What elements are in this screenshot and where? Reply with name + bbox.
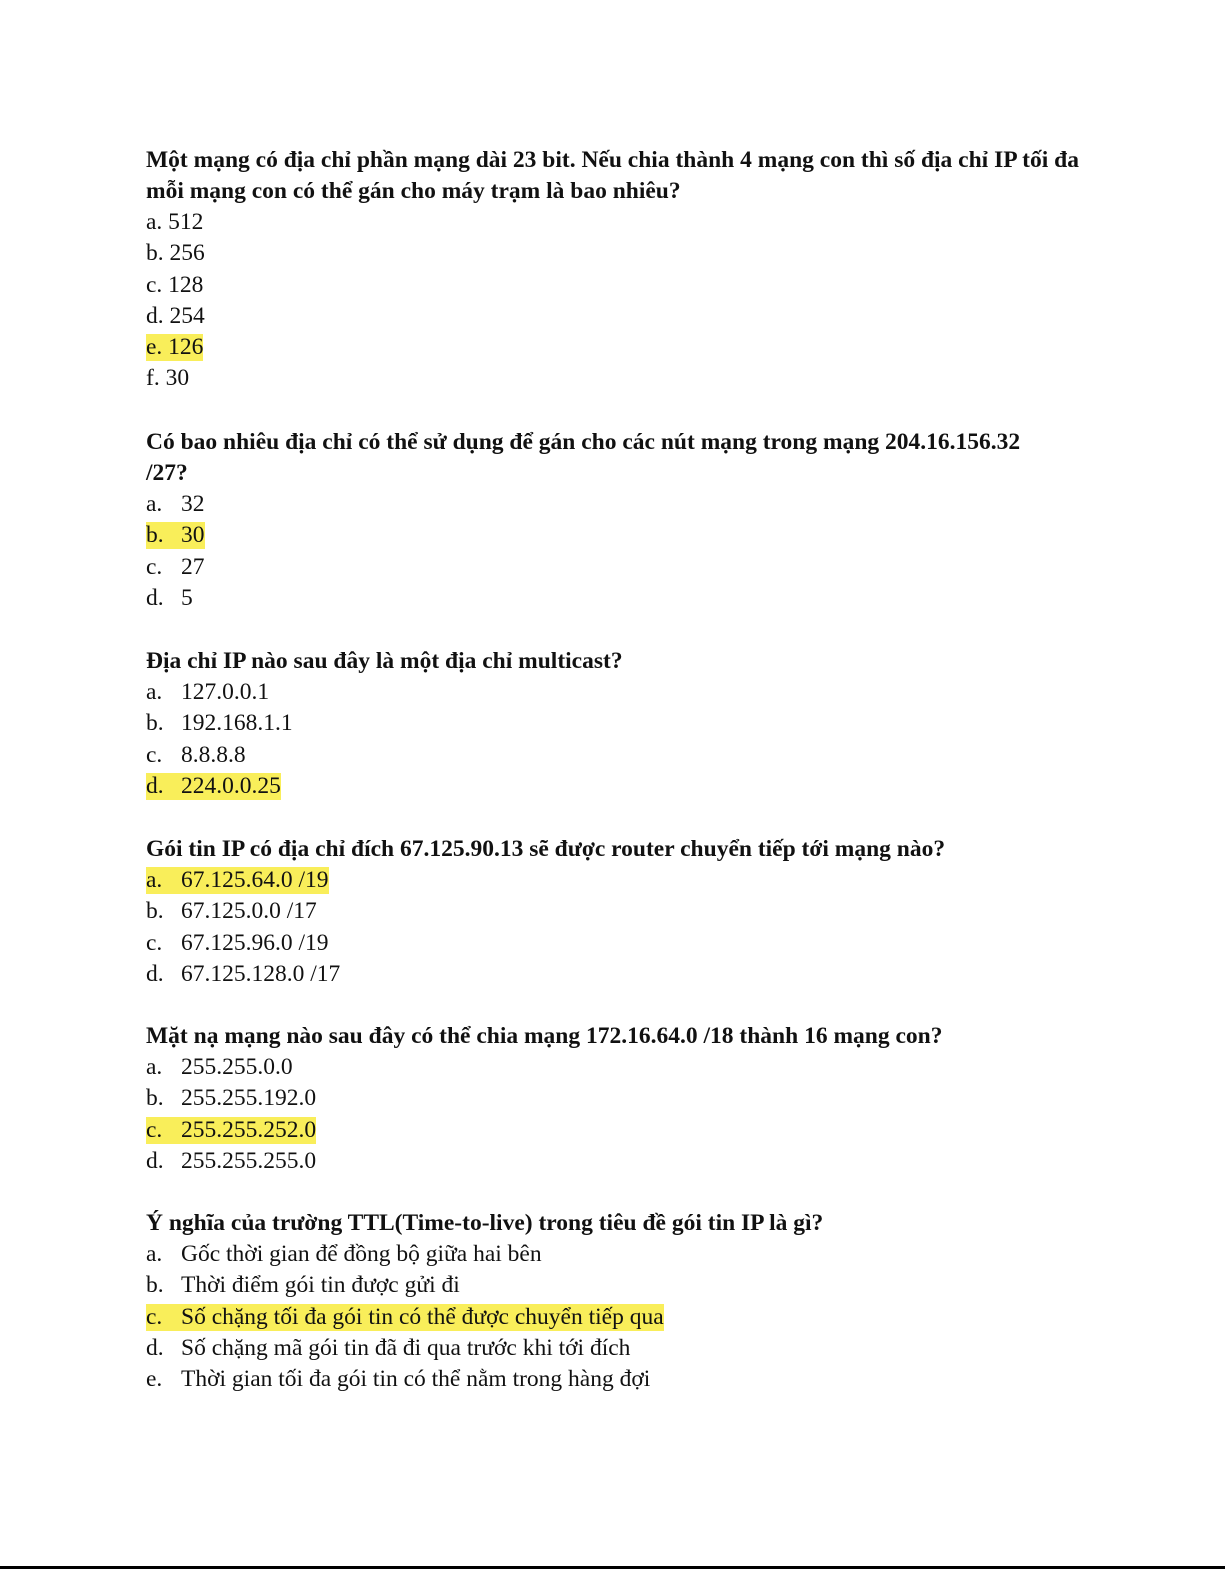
option-value: 8.8.8.8 (181, 741, 246, 768)
option-b (146, 896, 1086, 927)
option-c (146, 1302, 1086, 1333)
option-a (146, 207, 1086, 238)
option-a (146, 865, 1086, 896)
option-b (146, 238, 1086, 269)
option-b (146, 708, 1086, 739)
option-a (146, 489, 1046, 520)
option-e (146, 1364, 1086, 1395)
option-letter: e. (146, 1366, 163, 1393)
option-letter: a. (146, 491, 163, 517)
option-value: 27 (181, 553, 205, 580)
option-value: 192.168.1.1 (181, 710, 293, 737)
option-value: 255.255.192.0 (181, 1085, 317, 1112)
option-value: 224.0.0.25 (181, 772, 281, 799)
option-value: 67.125.0.0 /17 (181, 898, 317, 925)
option-letter: d. (146, 1334, 164, 1361)
option-a (146, 677, 1086, 708)
option-letter: c. (146, 1116, 163, 1143)
option-value: Thời gian tối đa gói tin có thể nằm trong hàng đợi (181, 1366, 651, 1393)
option-letter: a. (146, 867, 163, 893)
option-list (146, 865, 1086, 990)
option-letter: a. (146, 679, 163, 705)
option-letter: c. (146, 1303, 163, 1330)
option-label-highlighted: e. 126 (146, 334, 204, 361)
option-value: Gốc thời gian để đồng bộ giữa hai bên (181, 1241, 542, 1267)
option-d (146, 1146, 1086, 1177)
option-letter: c. (146, 929, 163, 956)
option-label: a. 512 (146, 209, 204, 235)
question-3 (146, 646, 1086, 802)
option-label: c. 128 (146, 271, 204, 298)
option-c (146, 552, 1046, 583)
option-letter: b. (146, 1272, 164, 1299)
option-letter: b. (146, 710, 164, 737)
question-6 (146, 1208, 1086, 1395)
option-letter: c. (146, 741, 163, 768)
option-list (146, 1239, 1086, 1395)
option-letter: a. (146, 1054, 163, 1080)
option-value: 67.125.96.0 /19 (181, 929, 329, 956)
option-value: 127.0.0.1 (181, 679, 270, 705)
option-letter: d. (146, 772, 164, 799)
option-b (146, 1270, 1086, 1301)
option-value: 67.125.128.0 /17 (181, 960, 341, 987)
option-e (146, 332, 1086, 363)
question-text: Mặt nạ mạng nào sau đây có thể chia mạng 172.16.64.0 /18 thành 16 mạng con? (146, 1023, 943, 1049)
option-list (146, 1052, 1086, 1177)
option-letter: d. (146, 960, 164, 987)
option-list (146, 207, 1086, 395)
option-d (146, 301, 1086, 332)
option-label: d. 254 (146, 302, 205, 329)
page-bottom-border (0, 1566, 1225, 1569)
question-text: Ý nghĩa của trường TTL(Time-to-live) trong tiêu đề gói tin IP là gì? (146, 1210, 824, 1236)
question-text: Địa chỉ IP nào sau đây là một địa chỉ multicast? (146, 648, 623, 674)
option-c (146, 270, 1086, 301)
question-4 (146, 834, 1086, 990)
option-value: Số chặng tối đa gói tin có thể được chuyển tiếp qua (181, 1303, 664, 1330)
option-value: 255.255.255.0 (181, 1147, 317, 1174)
option-letter: c. (146, 553, 163, 580)
question-1 (146, 145, 1086, 395)
option-f (146, 363, 1086, 394)
option-letter: d. (146, 1147, 164, 1174)
option-value: 5 (181, 584, 193, 611)
option-d (146, 583, 1046, 614)
option-value: Số chặng mã gói tin đã đi qua trước khi tới đích (181, 1334, 631, 1361)
option-letter: d. (146, 584, 164, 611)
option-label: b. 256 (146, 240, 205, 267)
option-value: 30 (181, 522, 205, 549)
option-value: 255.255.0.0 (181, 1054, 293, 1080)
option-a (146, 1239, 1086, 1270)
option-value: 67.125.64.0 /19 (181, 867, 329, 893)
option-b (146, 520, 1046, 551)
question-text: Một mạng có địa chỉ phần mạng dài 23 bit. Nếu chia thành 4 mạng con thì số địa chỉ IP tối đa mỗi mạng con có thể gán cho máy trạm là bao nhiêu? (146, 147, 1079, 204)
question-text: Có bao nhiêu địa chỉ có thể sử dụng để gán cho các nút mạng trong mạng 204.16.156.32 /27? (146, 429, 1021, 486)
option-a (146, 1052, 1086, 1083)
option-list (146, 489, 1046, 614)
option-letter: b. (146, 522, 164, 549)
option-label: f. 30 (146, 365, 190, 392)
option-c (146, 740, 1086, 771)
option-d (146, 1333, 1086, 1364)
option-letter: a. (146, 1241, 163, 1267)
question-5 (146, 1021, 1086, 1177)
option-list (146, 677, 1086, 802)
option-value: 255.255.252.0 (181, 1116, 317, 1143)
question-2 (146, 427, 1046, 614)
option-letter: b. (146, 898, 164, 925)
option-d (146, 959, 1086, 990)
option-d (146, 771, 1086, 802)
question-text: Gói tin IP có địa chỉ đích 67.125.90.13 sẽ được router chuyển tiếp tới mạng nào? (146, 836, 946, 862)
option-b (146, 1083, 1086, 1114)
option-c (146, 928, 1086, 959)
option-letter: b. (146, 1085, 164, 1112)
option-c (146, 1115, 1086, 1146)
option-value: Thời điểm gói tin được gửi đi (181, 1272, 460, 1299)
option-value: 32 (181, 491, 205, 517)
